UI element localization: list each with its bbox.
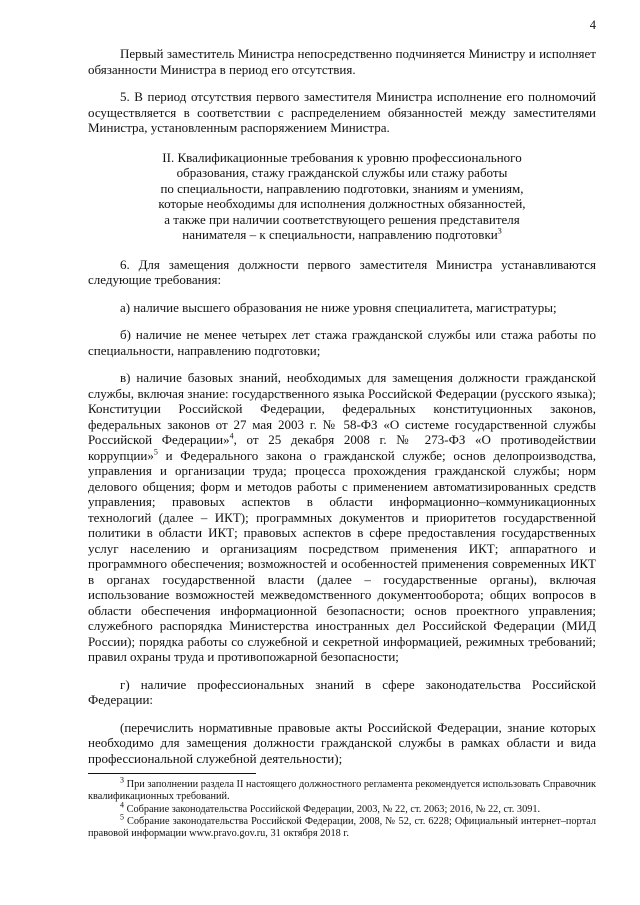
- footnote-text: Собрание законодательства Российской Федерации, 2008, № 52, ст. 6228; Официальный интернет–портал правовой информации www.pravo.gov.ru, 31 октября 2018 г.: [88, 815, 596, 840]
- document-body: [88, 46, 596, 778]
- footnote-ref-5: 5: [153, 447, 158, 457]
- footnote-number: 4: [120, 800, 124, 810]
- requirement-v: [88, 370, 596, 665]
- footnote-text: Собрание законодательства Российской Федерации, 2003, № 22, ст. 2063; 2016, № 22, ст. 3091.: [124, 803, 541, 815]
- requirement-v-part2: , от 25 декабря 2008 г. № 273-ФЗ «О противодействии коррупции»: [88, 432, 596, 463]
- footnote-3: [88, 775, 596, 804]
- heading-line: а также при наличии соответствующего решения представителя: [164, 211, 520, 227]
- footnote-5: [88, 812, 596, 841]
- requirement-b: б) наличие не менее четырех лет стажа гражданской службы или стажа работы по специальности, направлению подготовки;: [88, 327, 596, 358]
- requirement-a: а) наличие высшего образования не ниже уровня специалитета, магистратуры;: [120, 299, 557, 315]
- heading-line: II. Квалификационные требования к уровню профессионального: [162, 149, 522, 165]
- heading-line: образования, стажу гражданской службы или стажу работы: [176, 165, 508, 180]
- footnote-number: 3: [120, 775, 124, 785]
- paragraph-6: 6. Для замещения должности первого заместителя Министра устанавливаются следующие требования:: [88, 256, 596, 287]
- heading-line-last: [88, 227, 596, 243]
- footnote-number: 5: [120, 812, 124, 822]
- page-number: 4: [589, 18, 596, 32]
- heading-line: которые необходимы для исполнения должностных обязанностей,: [158, 196, 526, 211]
- paragraph-5: 5. В период отсутствия первого заместителя Министра исполнение его полномочий осуществляется в соответствии с распределением обязанностей между заместителями Министра, установленным распоряжением Министра.: [88, 89, 596, 135]
- footnote-text: При заполнении раздела II настоящего должностного регламента рекомендуется использовать Справочник квалификационных требований.: [88, 779, 596, 803]
- requirement-v-part1: в) наличие базовых знаний, необходимых для замещения должности гражданской службы, включая знание: государственного языка Российской Федерации (русского языка); Конституции Российской Федерации, федеральных конституционных законов, федеральных законов от 27 мая 2003 г. № 58-ФЗ «О системе государственной службы Российской Федерации»: [88, 370, 596, 447]
- requirement-g: г) наличие профессиональных знаний в сфере законодательства Российской Федерации:: [88, 676, 596, 707]
- footnote-ref-4: 4: [229, 431, 234, 441]
- paragraph-deputy-subordination: Первый заместитель Министра непосредственно подчиняется Министру и исполняет обязанности Министра в период его отсутствия.: [88, 46, 596, 77]
- footnotes: [88, 775, 596, 840]
- footnote-ref-3: 3: [497, 226, 502, 236]
- section-heading-ii: [88, 150, 596, 243]
- footnote-4: [88, 800, 596, 816]
- requirement-v-part3: и Федерального закона о гражданской службе; основ делопроизводства, управления и организации труда; процесса прохождения гражданской службы; норм делового общения; форм и методов работы с применением автоматизированных средств управления; правовых аспектов в области информационно–коммуникационных технологий (далее – ИКТ); программных документов и приоритетов государственной политики в области ИКТ; правовых аспектов в сфере предоставления государственных услуг населению и организациям посредством применения ИКТ; аппаратного и программного обеспечения; возможностей и особенностей применения современных ИКТ в органах государственной власти (далее – государственные органы), включая использование возможностей межведомственного документооборота; общих вопросов в области обеспечения информационной безопасности; основ проектного управления; служебного распорядка Министерства иностранных дел Российской Федерации (МИД России); порядка работы со служебной и секретной информацией, режимных требований; правил охраны труда и противопожарной безопасности;: [88, 447, 596, 664]
- heading-line: нанимателя – к специальности, направлению подготовки: [182, 227, 498, 242]
- heading-line: по специальности, направлению подготовки, знаниям и умениям,: [160, 180, 524, 196]
- footnote-separator: [88, 773, 256, 774]
- paragraph-instruction: (перечислить нормативные правовые акты Российской Федерации, знание которых необходимо для замещения должности гражданской службы в рамках области и вида профессиональной служебной деятельности);: [88, 719, 596, 766]
